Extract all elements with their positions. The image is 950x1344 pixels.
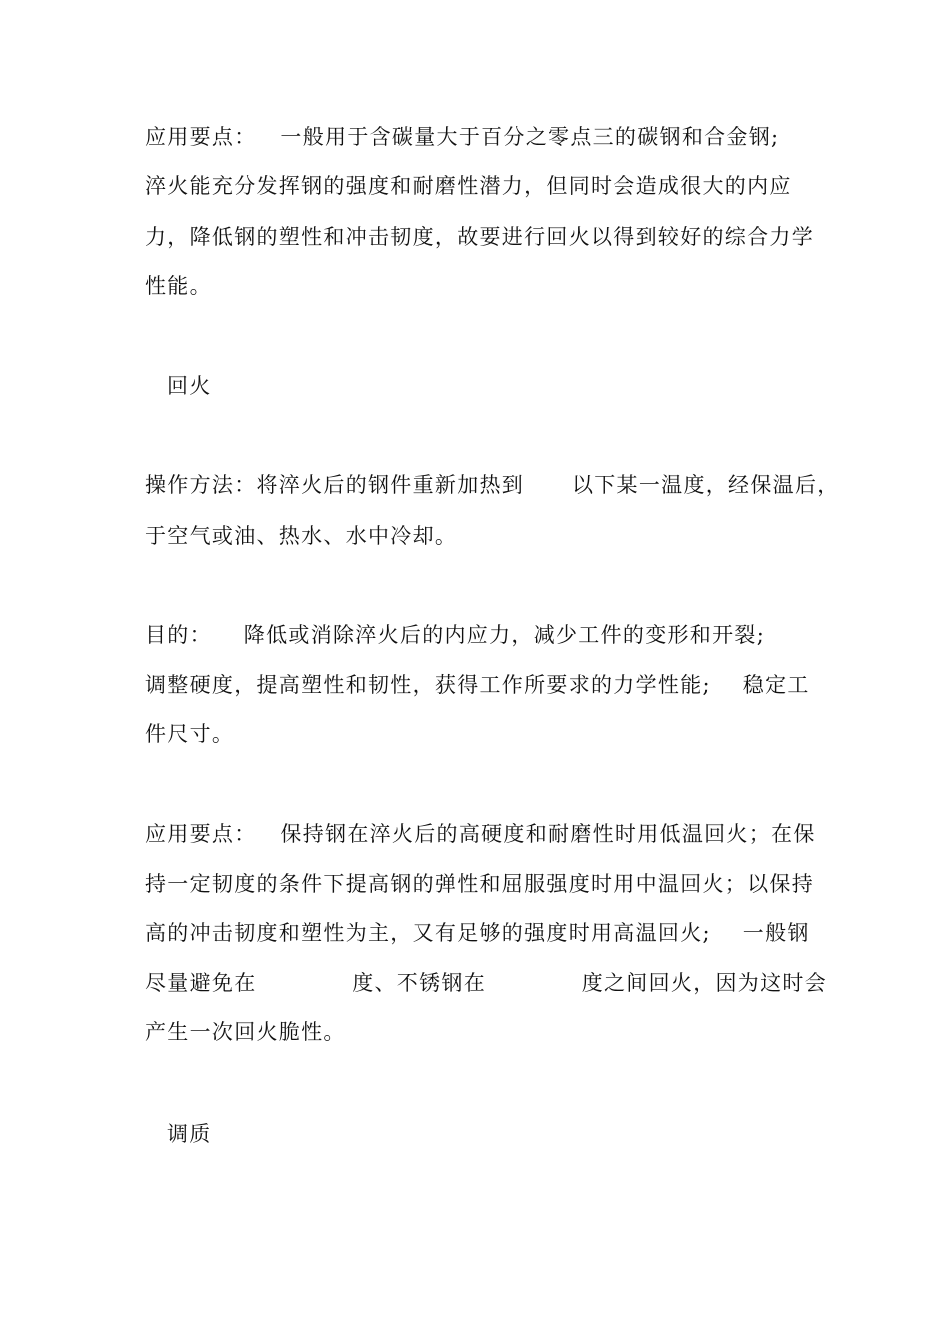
quench-application-line-1: 应用要点： 一般用于含碳量大于百分之零点三的碳钢和合金钢; (145, 125, 780, 149)
tempering-application-line-2: 持一定韧度的条件下提高钢的弹性和屈服强度时用中温回火；以保持 (145, 872, 814, 896)
tempering-application-line-3: 高的冲击韧度和塑性为主，又有足够的强度时用高温回火; 一般钢 (145, 921, 810, 945)
quench-application-line-2: 淬火能充分发挥钢的强度和耐磨性潜力，但同时会造成很大的内应 (145, 174, 792, 198)
quench-application-line-3: 力，降低钢的塑性和冲击韧度，故要进行回火以得到较好的综合力学 (145, 225, 814, 249)
tempering-purpose-line-1: 目的： 降低或消除淬火后的内应力，减少工件的变形和开裂; (145, 623, 766, 647)
tempering-application-line-5: 产生一次回火脆性。 (145, 1020, 346, 1044)
quench-application-line-4: 性能。 (145, 274, 212, 298)
tempering-application-line-4: 尽量避免在 度、不锈钢在 度之间回火，因为这时会 (145, 971, 828, 995)
tempering-purpose-line-3: 件尺寸。 (145, 722, 235, 746)
tempering-application-line-1: 应用要点： 保持钢在淬火后的高硬度和耐磨性时用低温回火；在保 (145, 822, 816, 846)
tempering-purpose-line-2: 调整硬度，提高塑性和韧性，获得工作所要求的力学性能; 稳定工 (145, 673, 810, 697)
quench-temper-heading: 调质 (167, 1122, 212, 1146)
tempering-heading: 回火 (167, 374, 212, 398)
tempering-method-line-2: 于空气或油、热水、水中冷却。 (145, 524, 458, 548)
tempering-method-line-1: 操作方法：将淬火后的钢件重新加热到 以下某一温度，经保温后， (145, 473, 840, 497)
